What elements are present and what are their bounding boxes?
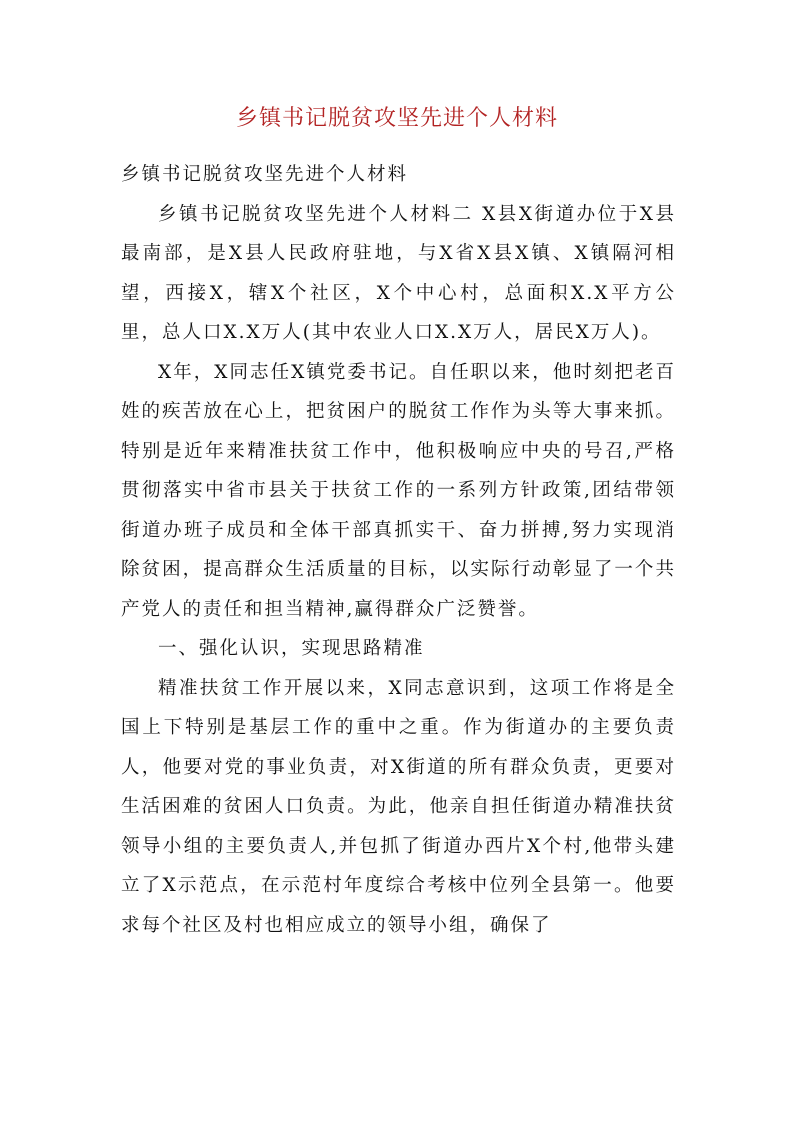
paragraph-subtitle: 乡镇书记脱贫攻坚先进个人材料 <box>121 164 409 185</box>
paragraph-background: X年，X同志任X镇党委书记。自任职以来，他时刻把老百姓的疾苦放在心上，把贫困户的脱贫工作作为头等大事来抓。特别是近年来精准扶贫工作中，他积极响应中央的号召,严格贯彻落实中省市县关于扶贫工作的一系列方针政策,团结带领街道办班子成员和全体干部真抓实干、奋力拼搏,努力实现消除贫困，提高群众生活质量的目标，以实际行动彰显了一个共产党人的责任和担当精神,赢得群众广泛赞誉。 <box>121 361 676 620</box>
document-body <box>121 155 676 945</box>
paragraph-intro: 乡镇书记脱贫攻坚先进个人材料二 X县X街道办位于X县最南部，是X县人民政府驻地，与X省X县X镇、X镇隔河相望，西接X，辖X个社区，X个中心村，总面积X.X平方公里，总人口X.X万人(其中农业人口X.X万人，居民X万人)。 <box>121 203 676 343</box>
paragraph-section-1: 精准扶贫工作开展以来，X同志意识到，这项工作将是全国上下特别是基层工作的重中之重。作为街道办的主要负责人，他要对党的事业负责，对X街道的所有群众负责，更要对生活困难的贫困人口负责。为此，他亲自担任街道办精准扶贫领导小组的主要负责人,并包抓了街道办西片X个村,他带头建立了X示范点，在示范村年度综合考核中位列全县第一。他要求每个社区及村也相应成立的领导小组，确保了 <box>121 677 676 936</box>
document-title: 乡镇书记脱贫攻坚先进个人材料 <box>235 106 558 131</box>
section-heading-1: 一、强化认识，实现思路精准 <box>158 638 425 659</box>
